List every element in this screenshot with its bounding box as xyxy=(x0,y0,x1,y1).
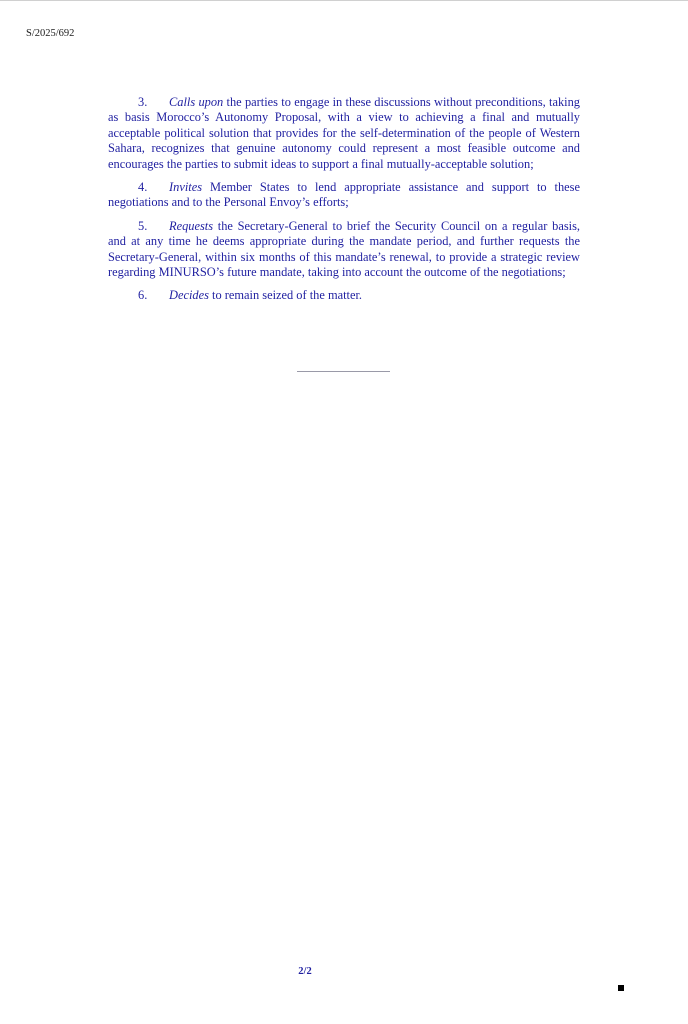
paragraph-number: 4. xyxy=(138,180,148,195)
operative-verb: Requests xyxy=(169,218,214,233)
end-of-document-mark xyxy=(618,985,624,991)
paragraph-6 xyxy=(108,288,580,303)
paragraph-number: 3. xyxy=(138,95,148,109)
paragraph-text: Member States to lend appropriate assistance and support to these negotiations and to the Personal Envoy’s efforts; xyxy=(108,180,580,210)
paragraph-text: the parties to engage in these discussions without preconditions, taking as basis Morocco’s Autonomy Proposal, with a view to achieving a final and mutually acceptable political solution that provides for the self-determination of the people of Western Sahara, recognizes that genuine autonomy could represent a most feasible outcome and encourages the parties to submit ideas to support a final mutually-acceptable solution; xyxy=(108,95,581,171)
paragraph-5 xyxy=(108,219,580,281)
paragraph-4 xyxy=(108,180,580,211)
end-of-text-rule xyxy=(297,371,390,372)
paragraph-text: to remain seized of the matter. xyxy=(208,288,363,303)
paragraph-number: 6. xyxy=(138,288,148,303)
document-symbol: S/2025/692 xyxy=(26,28,75,39)
operative-verb: Decides xyxy=(169,288,209,303)
page-number: 2/2 xyxy=(298,966,312,977)
paragraph-3 xyxy=(108,95,580,172)
operative-verb: Calls upon xyxy=(169,95,224,109)
resolution-body xyxy=(108,95,580,312)
paragraph-number: 5. xyxy=(138,218,148,233)
page-top-border xyxy=(0,0,688,1)
operative-verb: Invites xyxy=(169,180,203,195)
paragraph-text: the Secretary-General to brief the Security Council on a regular basis, and at any time he deems appropriate during the mandate period, and further requests the Secretary-General, within six months of this mandate’s renewal, to provide a strategic review regarding MINURSO’s future mandate, taking into account the outcome of the negotiations; xyxy=(108,218,580,280)
